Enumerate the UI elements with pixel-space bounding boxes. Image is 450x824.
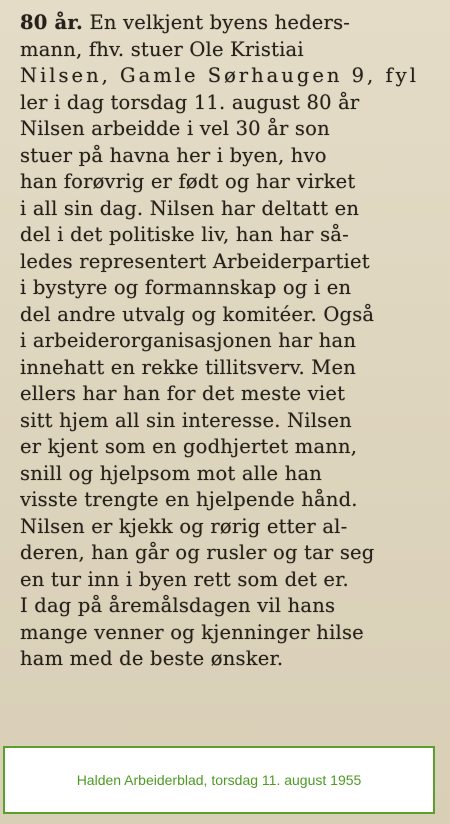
article-line-6: stuer på havna her i byen, hvo — [20, 143, 327, 167]
article-lead: 80 år. — [20, 11, 84, 34]
article-line-19: visste trengte en hjelpende hånd. — [20, 488, 358, 511]
article-text — [20, 10, 450, 673]
article-line-1-rest: En velkjent byens heders- — [83, 11, 351, 34]
article-line-23: I dag på åremålsdagen vil hans — [20, 594, 336, 617]
article-line-8: i all sin dag. Nilsen har deltatt en — [20, 196, 360, 220]
article-line-13: i arbeiderorganisasjonen har han — [20, 329, 357, 352]
article-line-20: Nilsen er kjekk og rørig etter al- — [20, 514, 348, 538]
article-line-16: sitt hjem all sin interesse. Nilsen — [20, 408, 352, 432]
article-line-5: Nilsen arbeidde i vel 30 år son — [20, 117, 330, 140]
article-line-12: del andre utvalg og komitéer. Også — [20, 302, 375, 326]
article-line-4: ler i dag torsdag 11. august 80 år — [20, 90, 360, 114]
article-line-11: i bystyre og formannskap og i en — [20, 276, 352, 299]
article-line-7: han forøvrig er født og har virket — [20, 170, 356, 193]
article-line-3: Nilsen, Gamle Sørhaugen 9, fyl — [20, 64, 419, 87]
article-line-14: innehatt en rekke tillitsverv. Men — [20, 355, 356, 379]
article-line-25: ham med de beste ønsker. — [20, 647, 284, 670]
source-caption: Halden Arbeiderblad, torsdag 11. august 1955 — [76, 772, 362, 788]
article-line-1 — [20, 10, 450, 37]
article-line-17: er kjent som en godhjertet mann, — [20, 435, 358, 458]
article-line-10: ledes representert Arbeiderpartiet — [20, 249, 370, 273]
caption-box — [3, 746, 435, 814]
article-line-22: en tur inn i byen rett som det er. — [20, 567, 349, 591]
article-line-2: mann, fhv. stuer Ole Kristiai — [20, 37, 304, 61]
article-line-24: mange venner og kjenninger hilse — [20, 620, 364, 644]
article-line-15: ellers har han for det meste viet — [20, 382, 346, 405]
article-line-9: del i det politiske liv, han har så- — [20, 223, 349, 246]
article-line-18: snill og hjelpsom mot alle han — [20, 461, 323, 485]
article-line-21: deren, han går og rusler og tar seg — [20, 541, 375, 564]
